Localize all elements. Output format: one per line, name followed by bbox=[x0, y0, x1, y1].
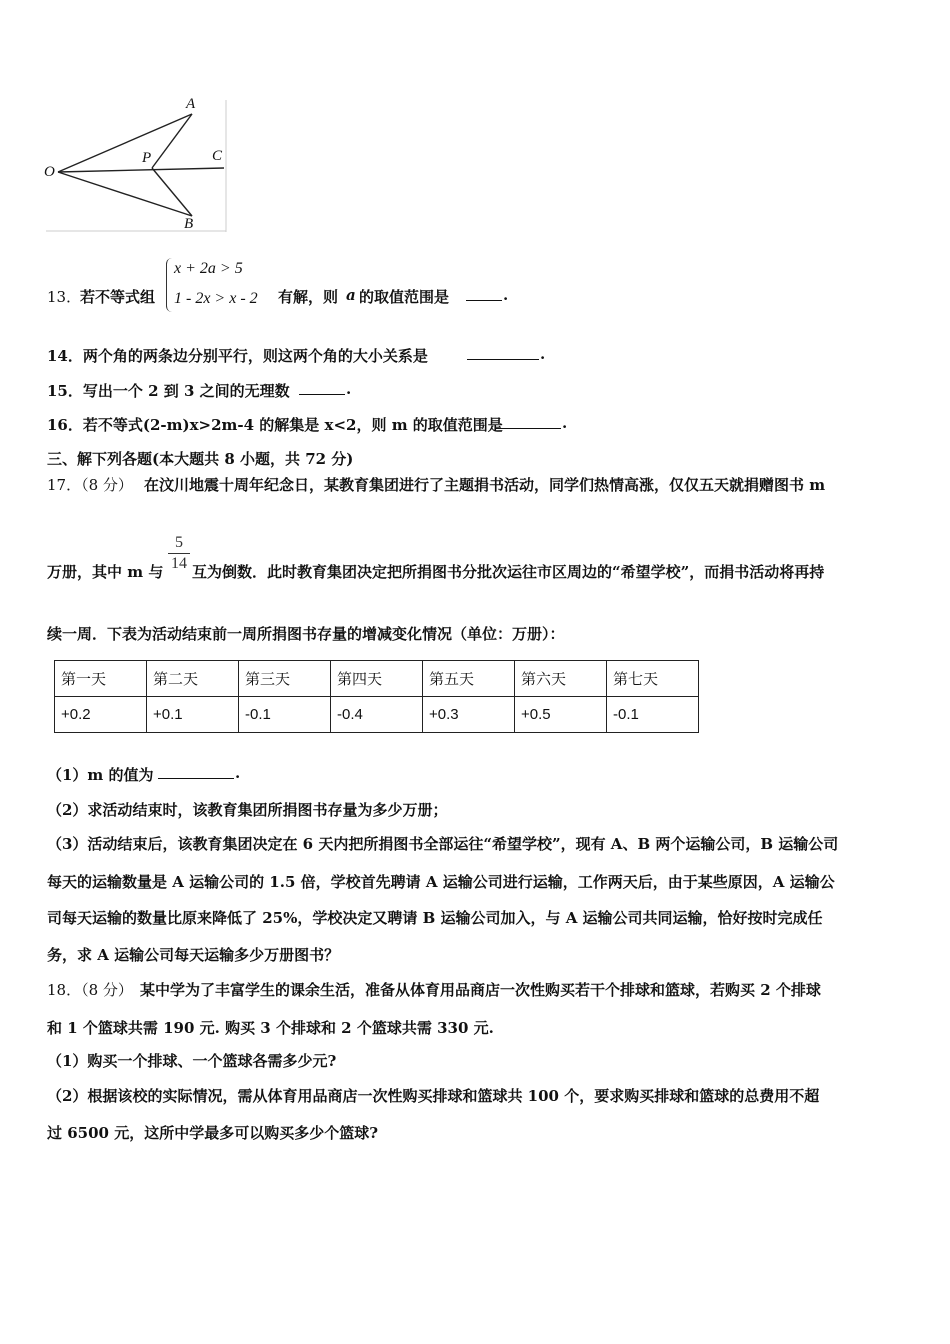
q18-number: 18．（8 分） bbox=[47, 981, 133, 999]
label-o: O bbox=[44, 164, 55, 180]
q14-end: . bbox=[540, 345, 546, 363]
fraction-numerator: 5 bbox=[175, 534, 183, 551]
q14-text: 14．两个角的两条边分别平行，则这两个角的大小关系是 bbox=[47, 347, 428, 365]
segment-oa bbox=[58, 114, 192, 172]
q13-number: 13． bbox=[47, 288, 82, 306]
q18-sub-2-line-2: 过 6500 元，这所中学最多可以购买多少个篮球? bbox=[47, 1124, 378, 1142]
table-cell: -0.4 bbox=[331, 697, 423, 733]
q17-line-2a: 万册，其中 m 与 bbox=[47, 563, 164, 581]
q17-sub-2: （2）求活动结束时，该教育集团所捐图书存量为多少万册； bbox=[47, 801, 448, 819]
q15-end: . bbox=[346, 380, 352, 398]
fraction-denominator: 14 bbox=[171, 555, 187, 572]
system-brace bbox=[166, 258, 173, 312]
table-header-cell: 第三天 bbox=[239, 661, 331, 697]
q17-number: 17．（8 分） bbox=[47, 476, 133, 494]
q15-answer-blank bbox=[299, 380, 345, 395]
q17-line-3: 续一周．下表为活动结束前一周所捐图书存量的增减变化情况（单位：万册）： bbox=[47, 625, 565, 643]
table-header-cell: 第六天 bbox=[515, 661, 607, 697]
q17-sub-3-line-2: 每天的运输数量是 A 运输公司的 1.5 倍，学校首先聘请 A 运输公司进行运输，工作两天后，由于某些原因，A 运输公 bbox=[47, 873, 835, 891]
q16-text: 16．若不等式(2-m)x>2m-4 的解集是 x<2，则 m 的取值范围是 bbox=[47, 416, 503, 434]
q13-answer-blank bbox=[466, 286, 502, 301]
q18-line-2: 和 1 个篮球共需 190 元. 购买 3 个排球和 2 个篮球共需 330 元. bbox=[47, 1019, 494, 1037]
system-line-2: 1 - 2x > x - 2 bbox=[174, 290, 258, 307]
q18-sub-1: （1）购买一个排球、一个篮球各需多少元? bbox=[47, 1052, 337, 1070]
section-3-title: 三、解下列各题(本大题共 8 小题，共 72 分) bbox=[47, 450, 354, 468]
q18-sub-2-line-1: （2）根据该校的实际情况，需从体育用品商店一次性购买排球和篮球共 100 个，要求购买排球和篮球的总费用不超 bbox=[47, 1087, 820, 1105]
label-a: A bbox=[186, 96, 196, 112]
label-p: P bbox=[142, 150, 152, 166]
q13-var: a bbox=[346, 286, 356, 304]
q13-end: . bbox=[503, 286, 509, 304]
fraction-5-14 bbox=[168, 534, 190, 573]
table-cell: -0.1 bbox=[607, 697, 699, 733]
table-header-row bbox=[55, 661, 699, 697]
q17-line-1: 在汶川地震十周年纪念日，某教育集团进行了主题捐书活动，同学们热情高涨，仅仅五天就捐赠图书 m bbox=[144, 476, 826, 494]
table-header-cell: 第四天 bbox=[331, 661, 423, 697]
q13-suffix-a: 有解，则 bbox=[278, 288, 339, 306]
table-cell: +0.3 bbox=[423, 697, 515, 733]
q16-answer-blank bbox=[495, 414, 561, 429]
q13-prefix: 若不等式组 bbox=[80, 288, 156, 306]
fraction-bar bbox=[168, 553, 190, 554]
table-cell: +0.5 bbox=[515, 697, 607, 733]
table-header-cell: 第七天 bbox=[607, 661, 699, 697]
label-c: C bbox=[212, 148, 223, 164]
stock-change-table bbox=[54, 660, 699, 733]
angle-diagram bbox=[44, 96, 228, 236]
q18-line-1: 某中学为了丰富学生的课余生活，准备从体育用品商店一次性购买若干个排球和篮球，若购买 2 个排球 bbox=[140, 981, 821, 999]
q17-sub-3-line-1: （3）活动结束后，该教育集团决定在 6 天内把所捐图书全部运往“希望学校”，现有 A、B 两个运输公司，B 运输公司 bbox=[47, 835, 839, 853]
system-line-1: x + 2a > 5 bbox=[174, 260, 243, 277]
table-cell: +0.1 bbox=[147, 697, 239, 733]
q14-answer-blank bbox=[467, 345, 539, 360]
table-cell: -0.1 bbox=[239, 697, 331, 733]
table-header-cell: 第五天 bbox=[423, 661, 515, 697]
segment-ob bbox=[58, 172, 192, 216]
table-cell: +0.2 bbox=[55, 697, 147, 733]
q17-sub-3-line-4: 务，求 A 运输公司每天运输多少万册图书？ bbox=[47, 946, 340, 964]
label-b: B bbox=[184, 216, 194, 232]
q17-sub-1-end: . bbox=[235, 764, 241, 782]
table-header-cell: 第一天 bbox=[55, 661, 147, 697]
q16-end: . bbox=[562, 414, 568, 432]
q13-suffix-b: 的取值范围是 bbox=[359, 288, 450, 306]
q17-line-2b: 互为倒数．此时教育集团决定把所捐图书分批次运往市区周边的“希望学校”，而捐书活动将再持 bbox=[192, 563, 825, 581]
q17-sub-3-line-3: 司每天运输的数量比原来降低了 25%，学校决定又聘请 B 运输公司加入，与 A 运输公司共同运输，恰好按时完成任 bbox=[47, 909, 823, 927]
ray-oc bbox=[58, 168, 224, 172]
q15-text: 15．写出一个 2 到 3 之间的无理数 bbox=[47, 382, 290, 400]
table-header-cell: 第二天 bbox=[147, 661, 239, 697]
q17-sub-1-blank bbox=[158, 764, 234, 779]
geometry-figure bbox=[44, 96, 228, 236]
table-row bbox=[55, 697, 699, 733]
q17-sub-1: （1）m 的值为 bbox=[47, 766, 154, 784]
